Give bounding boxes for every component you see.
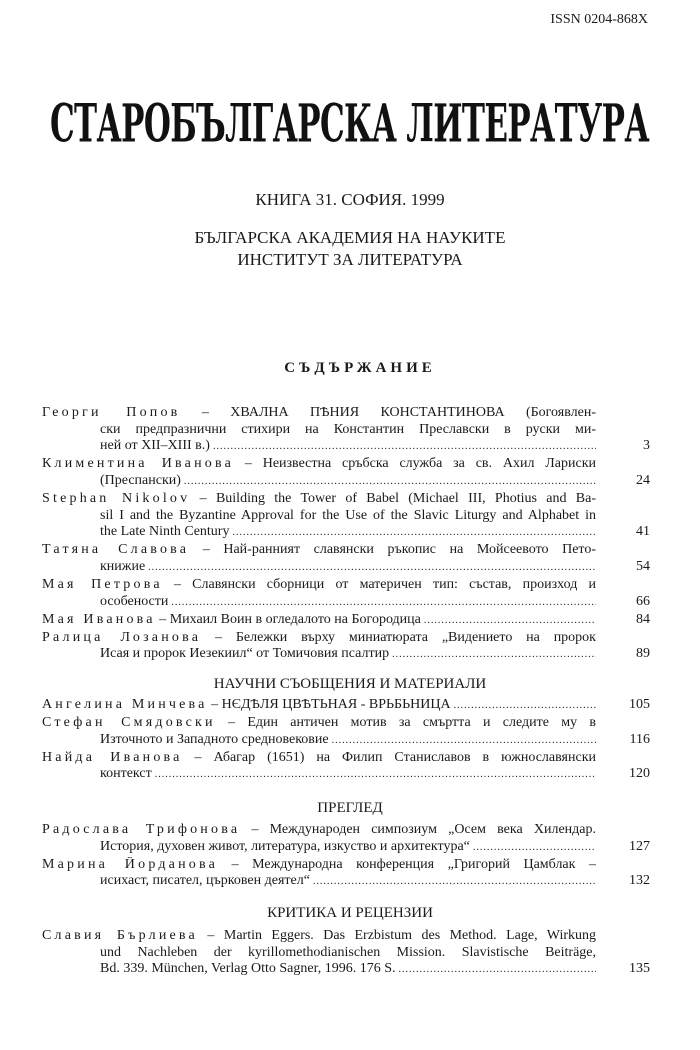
entry-title-text: – Абагар (1651) на Филип Станиславов в южнославянски (194, 749, 596, 765)
toc-entry (42, 456, 650, 489)
entry-title-text: исихаст, писател, църковен деятел“ (100, 873, 310, 889)
page-number: 3 (643, 438, 650, 454)
entry-title-text: – Михаил Воин в огледалото на Богородица (159, 611, 421, 627)
entry-title-text: книжие (100, 558, 146, 574)
entry-line (42, 766, 596, 783)
page-number: 135 (629, 961, 650, 977)
entry-author: Марина Йорданова (42, 856, 219, 872)
toc-entry (42, 928, 650, 978)
page-number: 120 (629, 766, 650, 782)
toc-entry (42, 749, 650, 783)
entry-line (42, 857, 596, 874)
entry-title-text: sil I and the Byzantine Approval for the Use of the Slavic Liturgy and Alphabet in (100, 507, 596, 523)
entry-line (42, 928, 596, 945)
entry-author: Ралица Лозанова (42, 629, 202, 645)
page-number: 24 (636, 472, 650, 488)
entry-line (42, 456, 596, 473)
entry-line (42, 491, 596, 508)
entry-line (42, 839, 596, 856)
toc-entry (42, 577, 650, 610)
entry-title-text: – Един античен мотив за смъртта и следите му в (228, 715, 596, 731)
book-line: КНИГА 31. СОФИЯ. 1999 (255, 190, 445, 209)
dot-leader (332, 732, 596, 749)
entry-title-text: – Building the Tower of Babel (Michael III, Photius and Ba- (199, 491, 596, 506)
toc-entry (42, 491, 650, 541)
dot-leader (473, 839, 596, 856)
contents-heading: СЪДЪРЖАНИЕ (284, 360, 436, 376)
toc-entry (42, 822, 650, 855)
toc-entry (42, 715, 650, 748)
dot-leader (155, 766, 596, 783)
institute-name: ИНСТИТУТ ЗА ЛИТЕРАТУРА (237, 250, 463, 269)
entry-author: Радослава Трифонова (42, 822, 241, 837)
entry-author: Стефан Смядовски (42, 715, 216, 731)
entry-line (42, 473, 596, 490)
entry-line (42, 750, 596, 767)
entry-line (42, 612, 596, 629)
entry-title-text: the Late Ninth Century (100, 524, 230, 540)
entry-title-text: ски предпразнични стихири на Константин Преславски в руски ми- (100, 421, 596, 437)
dot-leader (454, 697, 596, 714)
entry-title-text: (Преспански) (100, 472, 181, 488)
entry-title-text: – Славянски сборници от материчен тип: състав, произход и (173, 577, 596, 592)
entry-line (42, 422, 596, 439)
toc-entry (42, 856, 650, 890)
page-number: 116 (629, 731, 650, 747)
entry-title-text: – Международна конференция „Григорий Цамблак – (231, 856, 596, 872)
page-number: 41 (636, 524, 650, 540)
dot-leader (392, 646, 596, 663)
entry-title-text: – Martin Eggers. Das Erzbistum des Method. Lage, Wirkung (207, 928, 596, 943)
entry-title-text: – Международен симпозиум „Осем века Хилендар. (251, 822, 596, 837)
page-number: 89 (636, 646, 650, 662)
entry-line (42, 508, 596, 525)
entry-author: Найда Иванова (42, 749, 183, 765)
toc-entry (42, 542, 650, 575)
entry-author: Георги Попов (42, 405, 181, 420)
issn: ISSN 0204-868X (550, 12, 648, 27)
dot-leader (399, 961, 597, 978)
entry-title-text: – ХВАЛНА ПѢНИЯ КОНСТАНТИНОВА (Богоявлен- (201, 405, 596, 420)
entry-title-text: – Бележки върху миниатюрата „Видението на пророк (215, 629, 596, 645)
entry-title-text: Исая и пророк Иезекиил“ от Томичовия псалтир (100, 646, 390, 662)
entry-line (42, 822, 596, 839)
entry-author: Славия Бърлиева (42, 928, 198, 943)
entry-title-text: контекст (100, 766, 152, 782)
page-number: 132 (629, 873, 650, 889)
academy-name: БЪЛГАРСКА АКАДЕМИЯ НА НАУКИТЕ (194, 228, 506, 247)
page-number: 105 (629, 697, 650, 712)
entry-line (42, 559, 596, 576)
entry-title-text: – НЄДѢЛЯ ЦВѢТЬНАЯ - ВРЬБЬНИЦА (211, 697, 451, 712)
entry-line (42, 630, 596, 647)
page-number: 127 (629, 838, 650, 854)
page-number: 54 (636, 558, 650, 574)
entry-title-text: – Най-ранният славянски ръкопис на Мойсеевото Пето- (202, 542, 596, 558)
entry-title-text: особености (100, 593, 169, 609)
toc-entry (42, 697, 650, 714)
entry-title-text: ней от XII–XIII в.) (100, 438, 210, 454)
dot-leader (424, 612, 596, 629)
entry-title-text: История, духовен живот, литература, изкуство и архитектура“ (100, 838, 470, 854)
toc-entry (42, 405, 650, 455)
dot-leader (171, 594, 596, 611)
entry-line (42, 438, 596, 455)
entry-line (42, 715, 596, 732)
entry-title-text: – Неизвестна сръбска служба за св. Ахил Лариски (244, 456, 596, 472)
entry-author: Мая Иванова (42, 611, 156, 627)
entry-line (42, 873, 596, 890)
entry-title-text: und Nachleben der kyrillomethodianischen Mission. Slavistische Beiträge, (100, 944, 596, 960)
dot-leader (213, 438, 596, 455)
entry-author: Stephan Nikolov (42, 491, 191, 506)
entry-line (42, 524, 596, 541)
entry-author: Климентина Иванова (42, 456, 235, 472)
page-number: 84 (636, 611, 650, 627)
dot-leader (232, 524, 596, 541)
dot-leader (148, 559, 596, 576)
entry-line (42, 697, 596, 714)
section-heading: КРИТИКА И РЕЦЕНЗИИ (267, 905, 433, 921)
journal-title-container (50, 92, 649, 158)
entry-line (42, 594, 596, 611)
entry-title-text: Bd. 339. München, Verlag Otto Sagner, 1996. 176 S. (100, 961, 396, 977)
section-heading: ПРЕГЛЕД (317, 800, 383, 816)
entry-line (42, 577, 596, 594)
entry-line (42, 646, 596, 663)
dot-leader (184, 473, 596, 490)
section-heading: НАУЧНИ СЪОБЩЕНИЯ И МАТЕРИАЛИ (213, 676, 487, 692)
entry-line (42, 961, 596, 978)
page-number: 66 (636, 593, 650, 609)
entry-title-text: Източното и Западното средновековие (100, 731, 329, 747)
entry-author: Татяна Славова (42, 542, 190, 558)
entry-line (42, 542, 596, 559)
entry-line (42, 945, 596, 962)
entry-author: Мая Петрова (42, 577, 163, 592)
toc-entry (42, 611, 650, 629)
entry-line (42, 405, 596, 422)
entry-author: Ангелина Минчева (42, 697, 208, 712)
journal-title: СТАРОБЪЛГАРСКА ЛИТЕРАТУРА (50, 92, 649, 154)
toc-entry (42, 629, 650, 663)
dot-leader (313, 873, 596, 890)
entry-line (42, 732, 596, 749)
